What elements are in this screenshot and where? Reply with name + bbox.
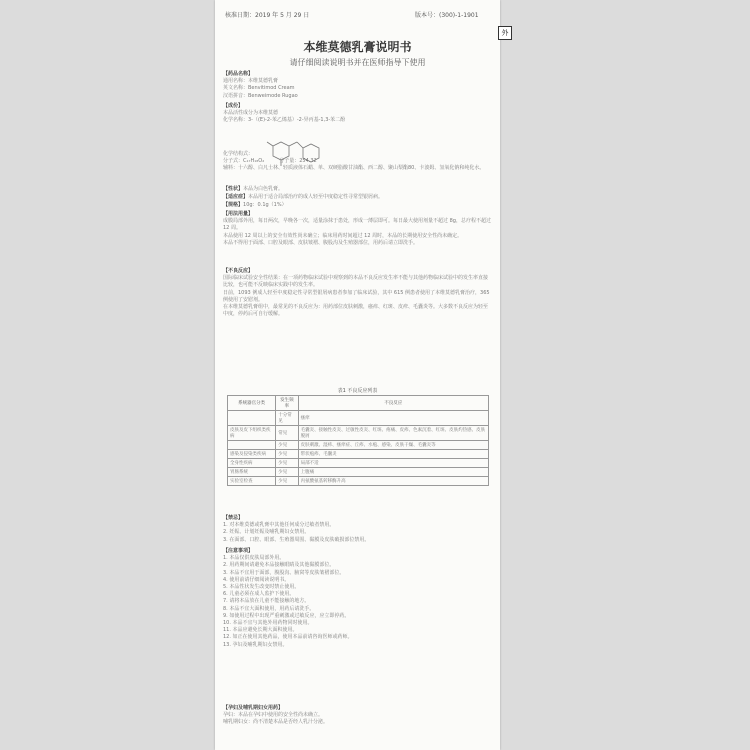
table-cell: 瘙痒 [298, 411, 488, 426]
dosage-line: 成膜局部外用，每日两次，早晚各一次，适量涂抹于患处，形成一薄层即可。每日最大使用剂量不超过 8g，总疗程不超过 12 周。 [223, 218, 491, 232]
precaution-line: 2. 用药期间请避免本品接触眼睛及其他黏膜部位。 [223, 562, 335, 569]
contraindication-line: 3. 在面部、口腔、眼部、生殖器周围、黏膜及皮肤破损部位禁用。 [223, 536, 370, 543]
drug-name-heading: 【药品名称】 [223, 71, 254, 77]
section-pregnancy [223, 705, 491, 727]
precaution-line: 8. 本品不宜大面积使用，用药后请洗手。 [223, 605, 315, 612]
composition-line: 辅料：十六醇、白凡士林、轻质液体石蜡、单、双硬脂酸甘油酯、西二醇、聚山梨酯80、卡波姆、氢氧化钠和纯化水。 [223, 165, 485, 172]
indications-heading: 【适应症】 [223, 194, 249, 200]
dosage-line: 本品不得用于面部、口腔及眼部、皮肤皱褶、腹股沟及生殖器部位，用药后请立即洗手。 [223, 239, 419, 246]
precaution-line: 4. 使用前请仔细阅读说明书。 [223, 576, 290, 583]
section-strength [223, 202, 491, 209]
table-cell: 少见 [276, 468, 298, 477]
appearance-heading: 【性状】 [223, 186, 244, 192]
composition-heading: 【成份】 [223, 103, 244, 109]
table-cell: 少见 [276, 477, 298, 486]
table-cell: 皮肤刺激、湿疹、瘙痒症、丘疹、水疱、感染、皮肤干燥、毛囊炎等 [298, 441, 488, 450]
contraindications-heading: 【禁忌】 [223, 515, 244, 521]
adr-line: 国际临床试验安全性结果：在一项药物临床试验中观察到的本品不良反应发生率不能与其他药物临床试验中的发生率直接比较，也可能不反映临床实践中的发生率。 [223, 275, 489, 289]
precaution-line: 1. 本品仅供皮肤局部外用。 [223, 555, 285, 562]
revision-date: 核准日期：2019 年 5 月 29 日 [225, 12, 310, 19]
table-cell: 局部不适 [298, 459, 488, 468]
table-cell: 带状疱疹、毛囊炎 [298, 450, 488, 459]
precaution-line: 5. 本品性状发生改变时禁止使用。 [223, 584, 300, 591]
adr-table [227, 395, 489, 486]
table-cell: 感染及侵染类疾病 [228, 450, 276, 459]
table-cell: 十分常见 [276, 411, 298, 426]
adr-line: 日前，1093 例成人轻至中度稳定性寻常型银屑病患者参加了临床试验，其中 615 例患者使用了本维莫德乳膏治疗，365 例使用了安慰剂。 [223, 289, 490, 303]
contraindication-line: 2. 妊娠、计划妊娠及哺乳期妇女禁用。 [223, 529, 310, 536]
pregnancy-line: 孕妇：本品在孕妇中使用的安全性尚未确立。 [223, 712, 324, 719]
section-adverse-reactions [223, 268, 491, 318]
pregnancy-line: 哺乳期妇女：尚不清楚本品是否经人乳汁分泌。 [223, 719, 329, 726]
dosage-heading: 【用法用量】 [223, 211, 254, 217]
table-cell: 实验室检查 [228, 477, 276, 486]
adr-heading: 【不良反应】 [223, 268, 254, 274]
table-cell: 全身性疾病 [228, 459, 276, 468]
precaution-line: 12. 如正在使用其他药品，使用本品前请咨询医师或药师。 [223, 634, 353, 641]
precaution-line: 9. 如使用过程中出现严重刺激或过敏反应，应立即停药。 [223, 612, 350, 619]
document-subtitle: 请仔细阅读说明书并在医师指导下使用 [289, 58, 426, 67]
precaution-line: 13. 孕妇及哺乳期妇女禁用。 [223, 641, 288, 648]
table-row [228, 426, 489, 441]
drug-name-line: 通用名称：本维莫德乳膏 [223, 78, 279, 85]
table-header-cell: 发生频率 [276, 396, 298, 411]
table-cell: 少见 [276, 459, 298, 468]
contraindication-line: 1. 对本维莫德或乳膏中其他任何成分过敏者禁用。 [223, 522, 335, 529]
table-header-row [228, 396, 489, 411]
table-row [228, 441, 489, 450]
table-row [228, 477, 489, 486]
pregnancy-heading: 【孕妇及哺乳期妇女用药】 [223, 705, 284, 711]
composition-line: 分子式：C₁₇H₁₈O₂ 分子量：254.32 [223, 157, 317, 164]
precaution-line: 11. 本品应避免长期大面积使用。 [223, 627, 298, 634]
section-precautions [223, 548, 491, 649]
strength-heading: 【规格】 [223, 202, 244, 208]
adr-line: 在本维莫德乳膏组中，最常见的不良反应为：用药部位皮肤刺激，瘙痒、红斑、皮疹、毛囊炎等。大多数不良反应为轻至中度，停药后可自行缓解。 [223, 304, 489, 318]
indications-text: 本品用于适合局部治疗的成人轻至中度稳定性寻常型银屑病。 [248, 194, 384, 200]
precautions-heading: 【注意事项】 [223, 548, 254, 554]
precaution-line: 10. 本品不宜与其他外用药物同时使用。 [223, 620, 313, 627]
drug-name-line: 汉语拼音：Benweimode Rugao [223, 92, 298, 99]
table-cell: 少见 [276, 450, 298, 459]
section-dosage [223, 211, 491, 247]
composition-line: 化学结构式： [223, 150, 254, 157]
document-page [215, 0, 500, 750]
version-number: 版本号：(300)-1-1901 [415, 12, 479, 19]
drug-name-line: 英文名称：Benvitimod Cream [223, 85, 295, 92]
dosage-line: 本品使用 12 周以上的安全有效性尚未确立；临床用药时间超过 12 周时，本品的长期使用安全性尚未确定。 [223, 232, 463, 239]
table-cell: 上腹痛 [298, 468, 488, 477]
document-title: 本维莫德乳膏说明书 [303, 40, 412, 54]
table-cell [228, 441, 276, 450]
table-cell [228, 411, 276, 426]
section-appearance [223, 186, 491, 193]
table-cell: 少见 [276, 441, 298, 450]
adr-table-caption: 表1 不良反应列表 [337, 388, 378, 394]
table-header-cell: 系统器官分类 [228, 396, 276, 411]
table-row [228, 450, 489, 459]
table-row [228, 459, 489, 468]
table-cell: 常见 [276, 426, 298, 441]
table-cell: 胃肠系统 [228, 468, 276, 477]
section-drug-name [223, 71, 491, 100]
table-row [228, 468, 489, 477]
composition-line: 化学名称：3-（(E)-2-苯乙烯基）-2-异丙基-1,3-苯二酚 [223, 117, 346, 124]
table-row [228, 411, 489, 426]
appearance-text: 本品为白色乳膏。 [243, 186, 284, 192]
table-header-cell: 不良反应 [298, 396, 488, 411]
composition-line: 本品活性成分为本维莫德 [223, 110, 279, 117]
precaution-line: 3. 本品不宜用于面部，腹股沟、腋窝等皮肤皱褶部位。 [223, 569, 345, 576]
section-indications [223, 194, 491, 201]
precaution-line: 7. 请将本品放在儿童不能接触的地方。 [223, 598, 310, 605]
chemical-structure-diagram [265, 140, 325, 168]
section-contraindications [223, 515, 491, 544]
strength-text: 10g：0.1g（1%） [243, 202, 287, 208]
precaution-line: 6. 儿童必须在成人监护下使用。 [223, 591, 295, 598]
external-use-badge: 外 [498, 26, 512, 40]
table-cell: 丙氨酸氨基转移酶升高 [298, 477, 488, 486]
table-cell: 皮肤及皮下组织类疾病 [228, 426, 276, 441]
section-composition [223, 103, 491, 172]
table-cell: 毛囊炎、接触性皮炎、过敏性皮炎、红斑、疼痛、皮疹、色素沉着、红斑、皮肤灼热感、皮肤脱屑 [298, 426, 488, 441]
